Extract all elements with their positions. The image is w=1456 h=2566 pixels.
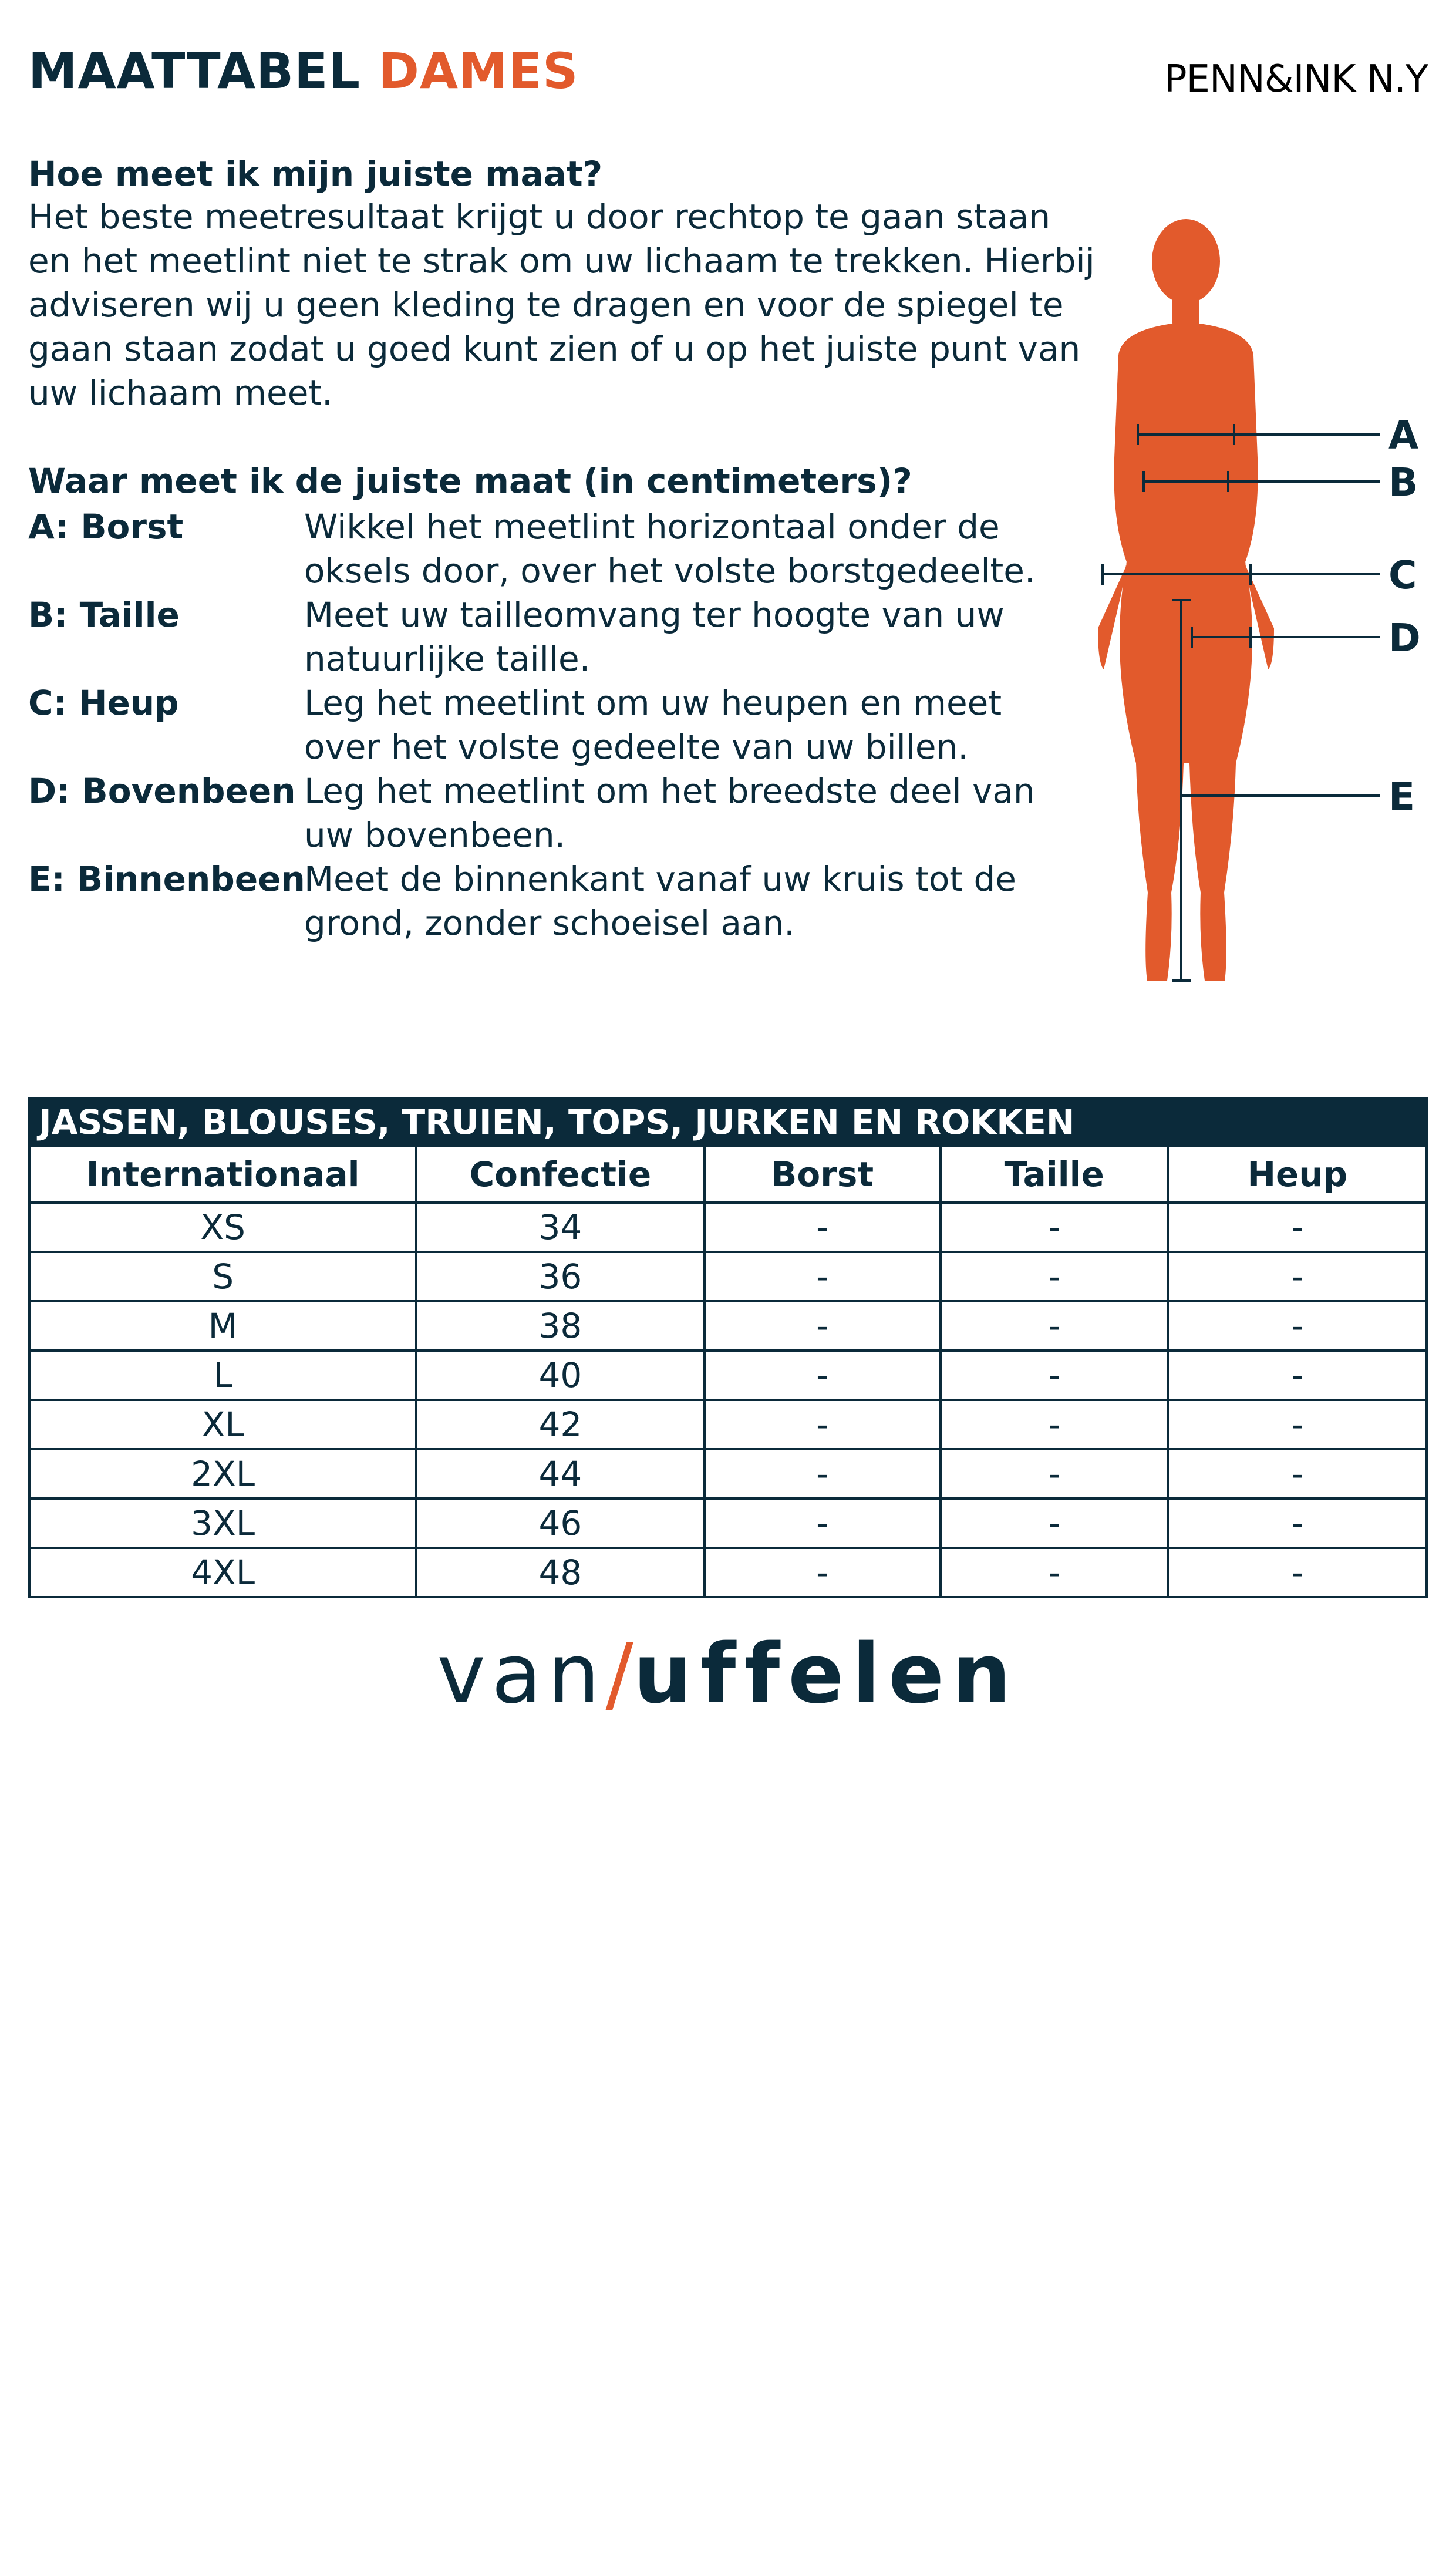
measurement-label: C: Heup (28, 683, 179, 723)
table-cell: - (705, 1548, 941, 1597)
measurement-label: B: Taille (28, 595, 180, 635)
table-cell: - (941, 1498, 1168, 1548)
table-cell: - (941, 1301, 1168, 1351)
table-cell: - (1168, 1449, 1427, 1498)
measurement-label: D: Bovenbeen (28, 771, 296, 811)
table-cell: - (1168, 1301, 1427, 1351)
table-cell: 3XL (29, 1498, 416, 1548)
description-line: grond, zonder schoeisel aan. (304, 903, 795, 943)
table-cell: - (705, 1400, 941, 1449)
measurement-description (304, 857, 1085, 945)
table-cell: - (1168, 1252, 1427, 1301)
column-header: Internationaal (29, 1146, 416, 1203)
table-row (29, 1548, 1427, 1597)
logo-slash: / (605, 1627, 633, 1722)
table-cell: S (29, 1252, 416, 1301)
table-cell: - (705, 1203, 941, 1252)
table-cell: - (941, 1252, 1168, 1301)
measurement-description (304, 505, 1085, 593)
description-line: Meet de binnenkant vanaf uw kruis tot de (304, 859, 1016, 899)
table-row (29, 1351, 1427, 1400)
table-cell: 34 (416, 1203, 704, 1252)
table-cell: - (705, 1252, 941, 1301)
intro-paragraph (28, 195, 1095, 415)
table-cell: - (1168, 1203, 1427, 1252)
size-table (28, 1097, 1428, 1598)
logo-part-van: van (437, 1627, 606, 1722)
table-cell: XL (29, 1400, 416, 1449)
table-cell: 40 (416, 1351, 704, 1400)
table-cell: 4XL (29, 1548, 416, 1597)
table-row (29, 1301, 1427, 1351)
intro-line: gaan staan zodat u goed kunt zien of u op het juiste punt van (28, 329, 1081, 369)
table-cell: 44 (416, 1449, 704, 1498)
table-cell: 36 (416, 1252, 704, 1301)
description-line: Leg het meetlint om uw heupen en meet (304, 683, 1002, 723)
intro-line: en het meetlint niet te strak om uw lichaam te trekken. Hierbij (28, 241, 1095, 281)
table-cell: - (705, 1449, 941, 1498)
table-cell: M (29, 1301, 416, 1351)
table-cell: 46 (416, 1498, 704, 1548)
measurement-description (304, 769, 1085, 857)
table-cell: XS (29, 1203, 416, 1252)
table-header-row (29, 1146, 1427, 1203)
table-cell: - (1168, 1498, 1427, 1548)
table-cell: - (1168, 1351, 1427, 1400)
table-caption: JASSEN, BLOUSES, TRUIEN, TOPS, JURKEN EN ROKKEN (28, 1097, 1428, 1145)
measurements-heading: Waar meet ik de juiste maat (in centimeters)? (28, 461, 912, 501)
description-line: natuurlijke taille. (304, 639, 591, 679)
table-row (29, 1400, 1427, 1449)
description-line: over het volste gedeelte van uw billen. (304, 727, 969, 767)
table-row (29, 1252, 1427, 1301)
column-header: Borst (705, 1146, 941, 1203)
table-row (29, 1449, 1427, 1498)
table-cell: - (941, 1548, 1168, 1597)
figure-letter-a: A (1388, 413, 1419, 458)
description-line: Leg het meetlint om het breedste deel van (304, 771, 1035, 811)
brand-logo: PENN&INK N.Y (1164, 58, 1428, 101)
intro-line: uw lichaam meet. (28, 373, 333, 413)
figure-letter-e: E (1388, 774, 1415, 819)
body-measurement-figure (1074, 217, 1427, 992)
title-highlight: DAMES (378, 42, 579, 100)
column-header: Taille (941, 1146, 1168, 1203)
table-cell: - (941, 1400, 1168, 1449)
table-cell: 2XL (29, 1449, 416, 1498)
column-header: Heup (1168, 1146, 1427, 1203)
measurement-description (304, 593, 1085, 681)
figure-letter-d: D (1388, 615, 1421, 661)
table-cell: 38 (416, 1301, 704, 1351)
figure-letter-b: B (1388, 460, 1418, 505)
table-cell: 42 (416, 1400, 704, 1449)
description-line: Meet uw tailleomvang ter hoogte van uw (304, 595, 1005, 635)
logo-part-uffelen: uffelen (633, 1627, 1019, 1722)
table-cell: - (1168, 1548, 1427, 1597)
table-cell: - (941, 1449, 1168, 1498)
table-cell: - (941, 1203, 1168, 1252)
table-row (29, 1203, 1427, 1252)
measurement-label: A: Borst (28, 507, 184, 547)
page-title (28, 42, 579, 100)
title-main: MAATTABEL (28, 42, 361, 100)
table-cell: - (705, 1351, 941, 1400)
table-cell: - (705, 1301, 941, 1351)
size-table-grid (28, 1145, 1428, 1598)
table-row (29, 1498, 1427, 1548)
van-uffelen-logo (0, 1627, 1456, 1722)
intro-line: adviseren wij u geen kleding te dragen en voor de spiegel te (28, 285, 1064, 325)
table-cell: L (29, 1351, 416, 1400)
description-line: oksels door, over het volste borstgedeelte. (304, 551, 1036, 591)
measurement-description (304, 681, 1085, 769)
intro-heading: Hoe meet ik mijn juiste maat? (28, 154, 603, 194)
intro-line: Het beste meetresultaat krijgt u door rechtop te gaan staan (28, 197, 1051, 237)
table-cell: - (1168, 1400, 1427, 1449)
figure-letter-c: C (1388, 553, 1417, 598)
measurement-label: E: Binnenbeen (28, 859, 305, 899)
description-line: Wikkel het meetlint horizontaal onder de (304, 507, 1000, 547)
table-cell: 48 (416, 1548, 704, 1597)
table-cell: - (941, 1351, 1168, 1400)
table-cell: - (705, 1498, 941, 1548)
column-header: Confectie (416, 1146, 704, 1203)
description-line: uw bovenbeen. (304, 815, 566, 855)
